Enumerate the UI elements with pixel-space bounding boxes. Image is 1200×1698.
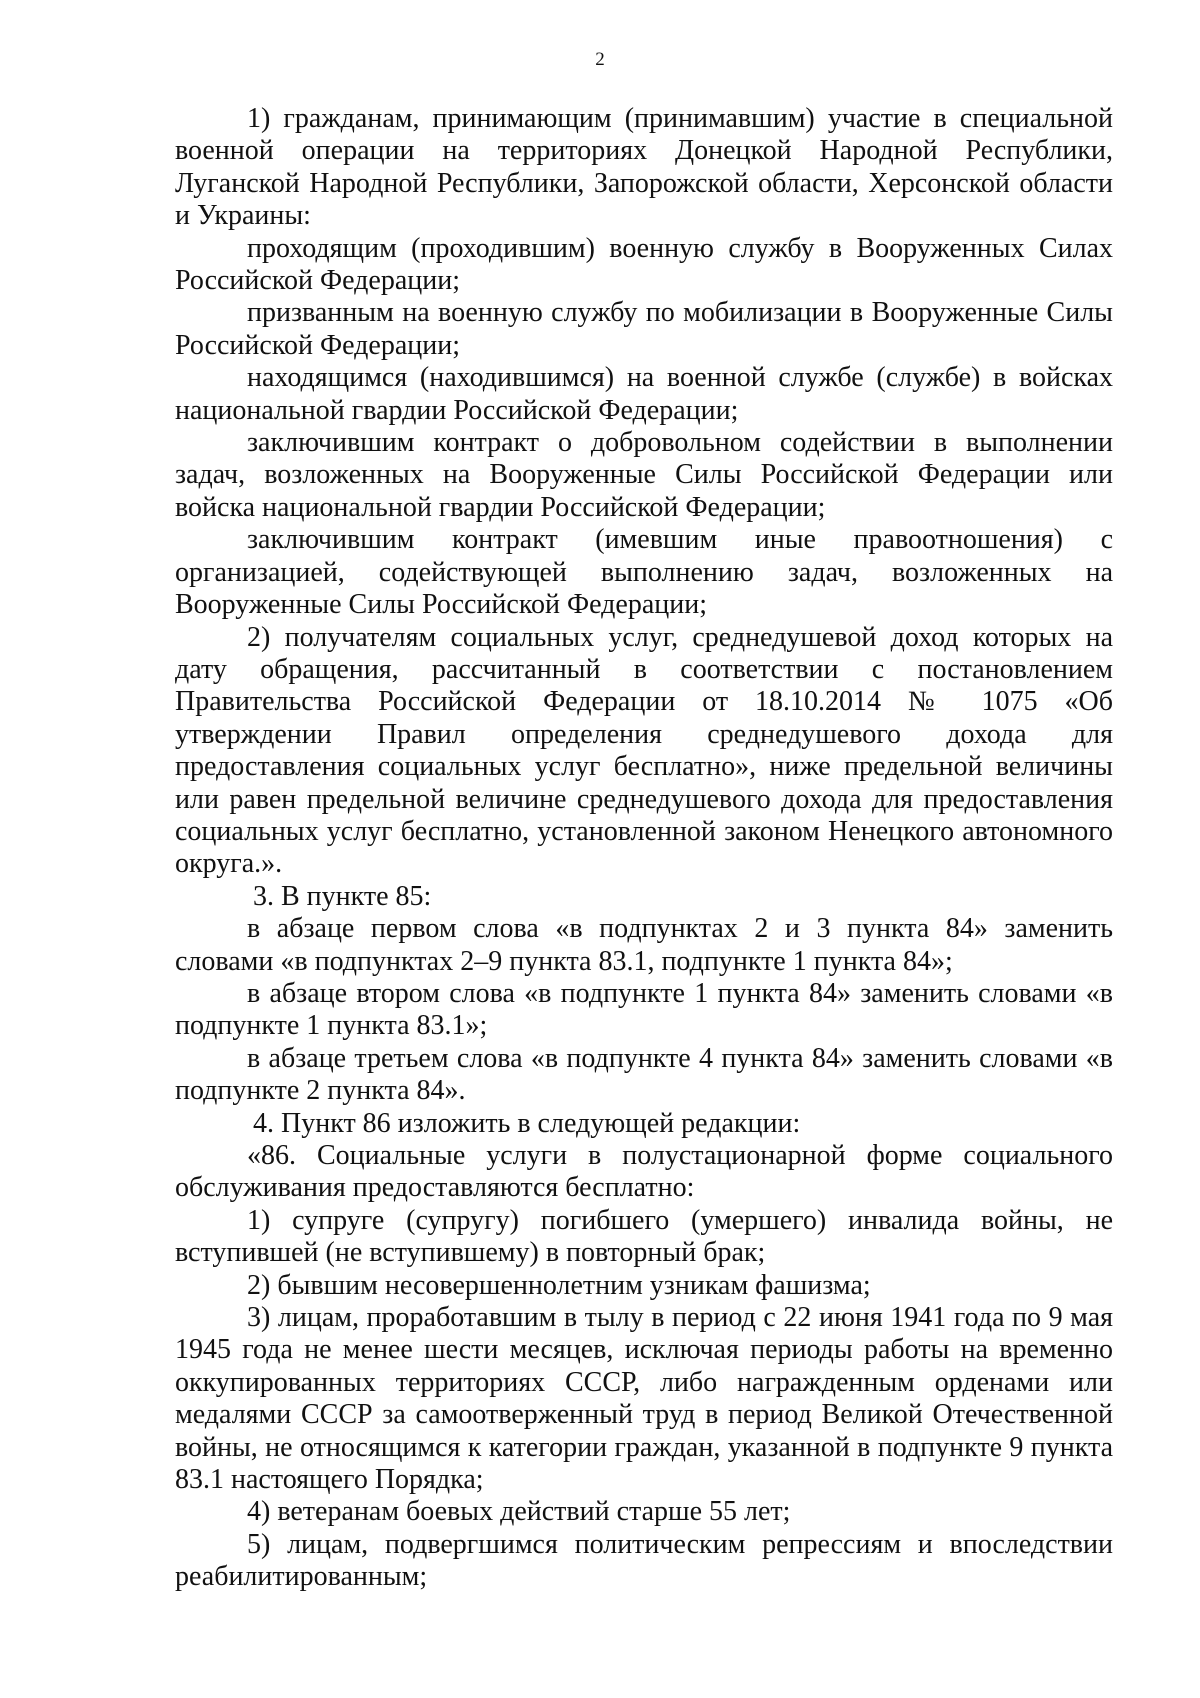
paragraph-section-85-third: в абзаце третьем слова «в подпункте 4 пункта 84» заменить словами «в подпункте 2 пункта 84». bbox=[175, 1042, 1113, 1107]
paragraph-section-85-second: в абзаце втором слова «в подпункте 1 пункта 84» заменить словами «в подпункте 1 пункта 83.1»; bbox=[175, 977, 1113, 1042]
paragraph-86-item-3: 3) лицам, проработавшим в тылу в период с 22 июня 1941 года по 9 мая 1945 года не менее шести месяцев, исключая периоды работы на временно оккупированных территориях СССР, либо награжденным орденами или медалями СССР за самоотверженный труд в период Великой Отечественной войны, не относящимся к категории граждан, указанной в подпункте 9 пункта 83.1 настоящего Порядка; bbox=[175, 1302, 1113, 1496]
paragraph-volunteer-contract: заключившим контракт о добровольном содействии в выполнении задач, возложенных на Вооруженные Силы Российской Федерации или войска национальной гвардии Российской Федерации; bbox=[175, 427, 1113, 523]
page-number: 2 bbox=[595, 49, 605, 70]
paragraph-organization-contract: заключившим контракт (имевшим иные правоотношения) с организацией, содействующей выполнению задач, возложенных на Вооруженные Силы Российской Федерации; bbox=[175, 524, 1113, 621]
paragraph-86-item-4: 4) ветеранам боевых действий старше 55 лет; bbox=[247, 1496, 791, 1528]
paragraph-section-85-heading: 3. В пункте 85: bbox=[253, 880, 432, 912]
paragraph-armed-forces-service: проходящим (проходившим) военную службу в Вооруженных Силах Российской Федерации; bbox=[175, 232, 1113, 297]
paragraph-section-86-intro: «86. Социальные услуги в полустационарной форме социального обслуживания предоставляются бесплатно: bbox=[175, 1140, 1113, 1204]
paragraph-section-85-first: в абзаце первом слова «в подпунктах 2 и 3 пункта 84» заменить словами «в подпунктах 2–9 пункта 83.1, подпункте 1 пункта 84»; bbox=[175, 913, 1113, 977]
paragraph-86-item-2: 2) бывшим несовершеннолетним узникам фашизма; bbox=[247, 1269, 871, 1301]
paragraph-1-military-operation-participants: 1) гражданам, принимающим (принимавшим) участие в специальной военной операции на территориях Донецкой Народной Республики, Луганской Народной Республики, Запорожской области, Херсонской области и Украины: bbox=[175, 103, 1113, 232]
document-body bbox=[175, 103, 1113, 1594]
paragraph-86-item-1: 1) супруге (супругу) погибшего (умершего) инвалида войны, не вступившей (не вступившему) в повторный брак; bbox=[175, 1204, 1113, 1269]
paragraph-national-guard: находящимся (находившимся) на военной службе (службе) в войсках национальной гвардии Российской Федерации; bbox=[175, 362, 1113, 426]
paragraph-2-low-income: 2) получателям социальных услуг, среднедушевой доход которых на дату обращения, рассчитанный в соответствии с постановлением Правительства Российской Федерации от 18.10.2014 № 1075 «Об утверждении Правил определения среднедушевого дохода для предоставления социальных услуг бесплатно», ниже предельной величины или равен предельной величине среднедушевого дохода для предоставления социальных услуг бесплатно, установленной законом Ненецкого автономного округа.». bbox=[175, 621, 1113, 880]
paragraph-section-86-heading: 4. Пункт 86 изложить в следующей редакции: bbox=[253, 1107, 801, 1139]
paragraph-86-item-5: 5) лицам, подвергшимся политическим репрессиям и впоследствии реабилитированным; bbox=[175, 1528, 1113, 1593]
paragraph-mobilized: призванным на военную службу по мобилизации в Вооруженные Силы Российской Федерации; bbox=[175, 297, 1113, 361]
